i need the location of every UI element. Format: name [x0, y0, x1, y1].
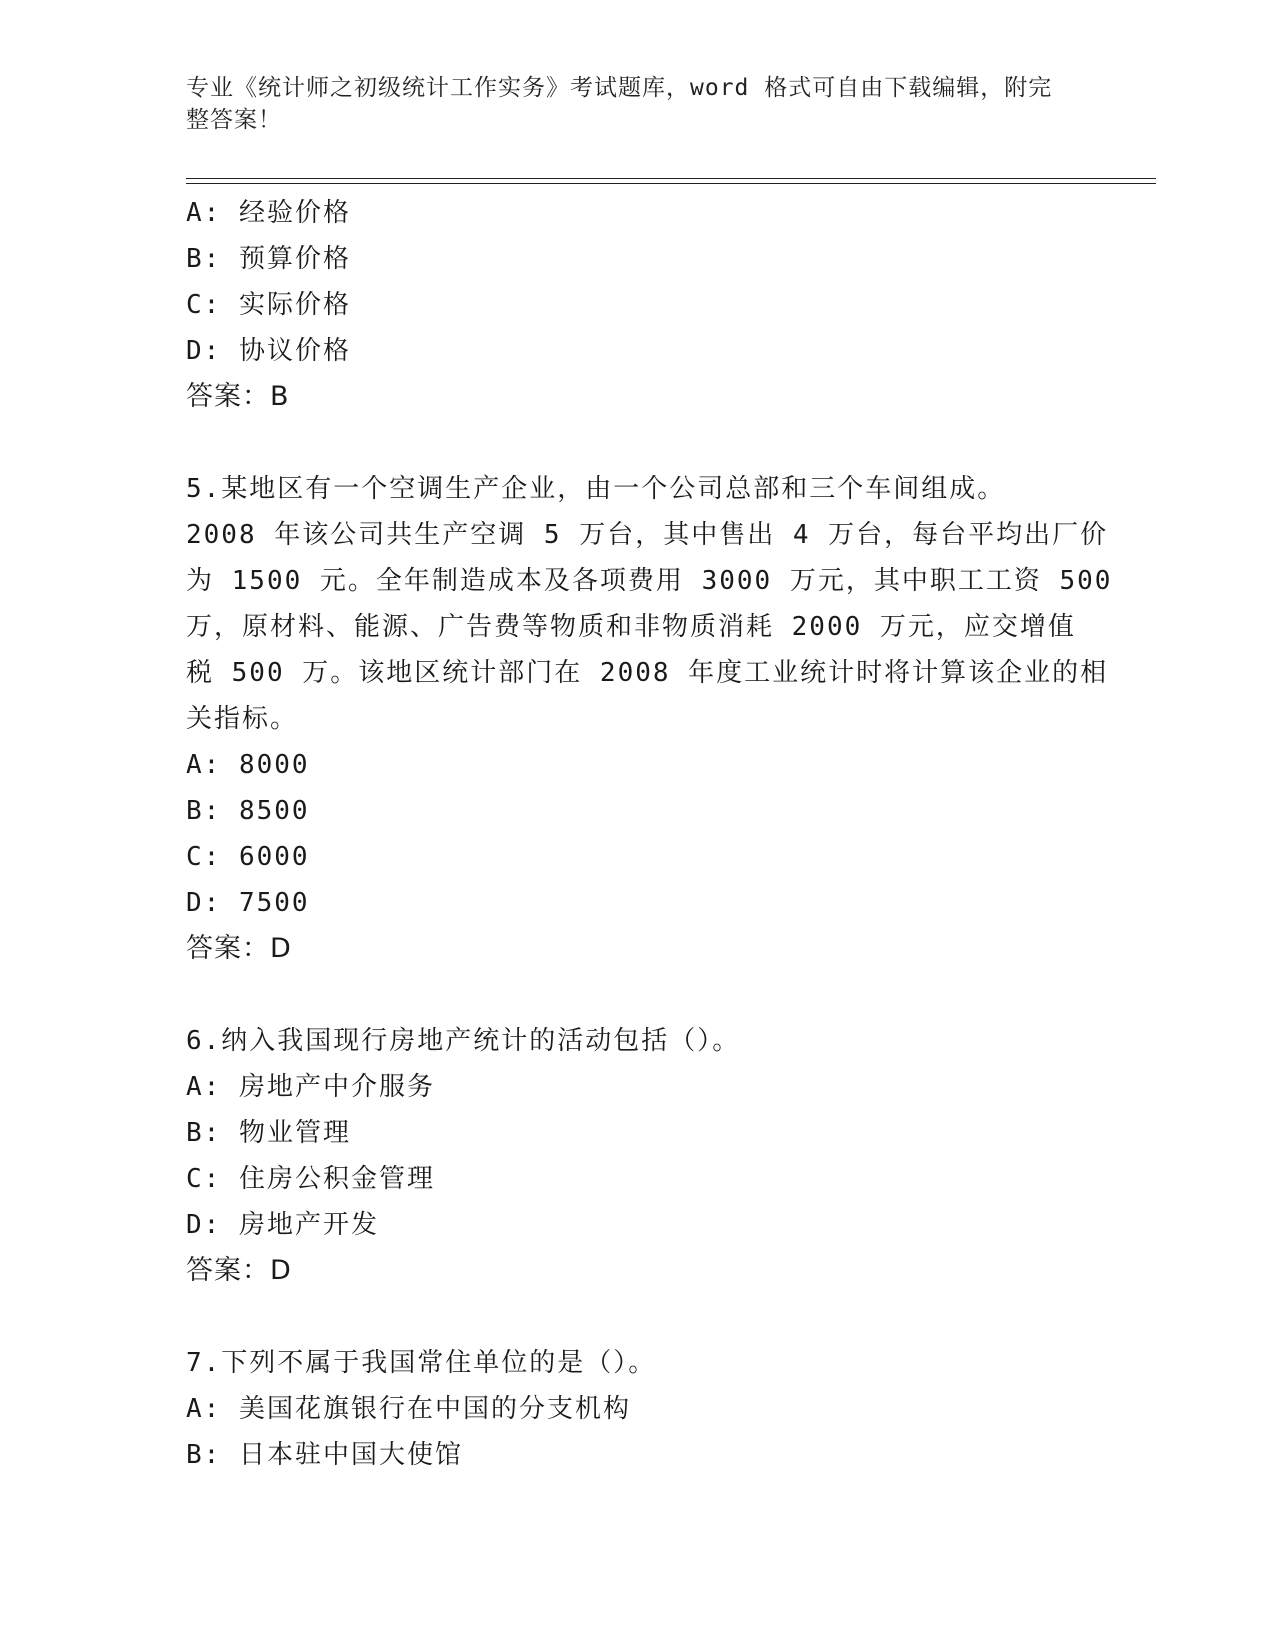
question-stem-line: 万，原材料、能源、广告费等物质和非物质消耗 2000 万元，应交增值 — [186, 612, 1076, 642]
option-a: A: 经验价格 — [186, 198, 351, 228]
option-d: D: 房地产开发 — [186, 1210, 379, 1240]
option-a: A: 房地产中介服务 — [186, 1072, 435, 1102]
option-c: C: 实际价格 — [186, 290, 351, 320]
option-d: D: 协议价格 — [186, 336, 351, 366]
answer: 答案：D — [186, 1255, 292, 1286]
option-b: B: 物业管理 — [186, 1118, 351, 1148]
question-stem-line: 5.某地区有一个空调生产企业，由一个公司总部和三个车间组成。 — [186, 474, 1006, 504]
header-divider-bottom — [186, 183, 1156, 184]
question-5 — [186, 466, 1113, 972]
option-b: B: 日本驻中国大使馆 — [186, 1440, 463, 1470]
spacer — [186, 420, 1086, 466]
question-6 — [186, 1018, 1086, 1294]
answer: 答案：D — [186, 933, 292, 964]
option-c: C: 6000 — [186, 842, 310, 872]
spacer — [186, 972, 1086, 1018]
question-4 — [186, 190, 1086, 420]
header-divider-top — [186, 178, 1156, 179]
option-c: C: 住房公积金管理 — [186, 1164, 435, 1194]
question-stem: 7.下列不属于我国常住单位的是（）。 — [186, 1348, 657, 1378]
question-stem-line: 税 500 万。该地区统计部门在 2008 年度工业统计时将计算该企业的相 — [186, 658, 1109, 688]
question-stem-line: 关指标。 — [186, 704, 299, 734]
header-line-1: 专业《统计师之初级统计工作实务》考试题库，word 格式可自由下载编辑，附完 — [186, 75, 1053, 101]
option-d: D: 7500 — [186, 888, 310, 918]
question-stem-line: 为 1500 元。全年制造成本及各项费用 3000 万元，其中职工工资 500 — [186, 566, 1113, 596]
header-line-2: 整答案！ — [186, 107, 282, 133]
spacer — [186, 1294, 1086, 1340]
question-7 — [186, 1340, 1086, 1478]
option-a: A: 8000 — [186, 750, 310, 780]
answer: 答案：B — [186, 381, 290, 412]
question-list — [186, 190, 1113, 1478]
option-b: B: 预算价格 — [186, 244, 351, 274]
option-b: B: 8500 — [186, 796, 310, 826]
question-stem: 6.纳入我国现行房地产统计的活动包括（）。 — [186, 1026, 741, 1056]
document-header — [186, 72, 1066, 136]
option-a: A: 美国花旗银行在中国的分支机构 — [186, 1394, 631, 1424]
question-stem-line: 2008 年该公司共生产空调 5 万台，其中售出 4 万台，每台平均出厂价 — [186, 520, 1109, 550]
